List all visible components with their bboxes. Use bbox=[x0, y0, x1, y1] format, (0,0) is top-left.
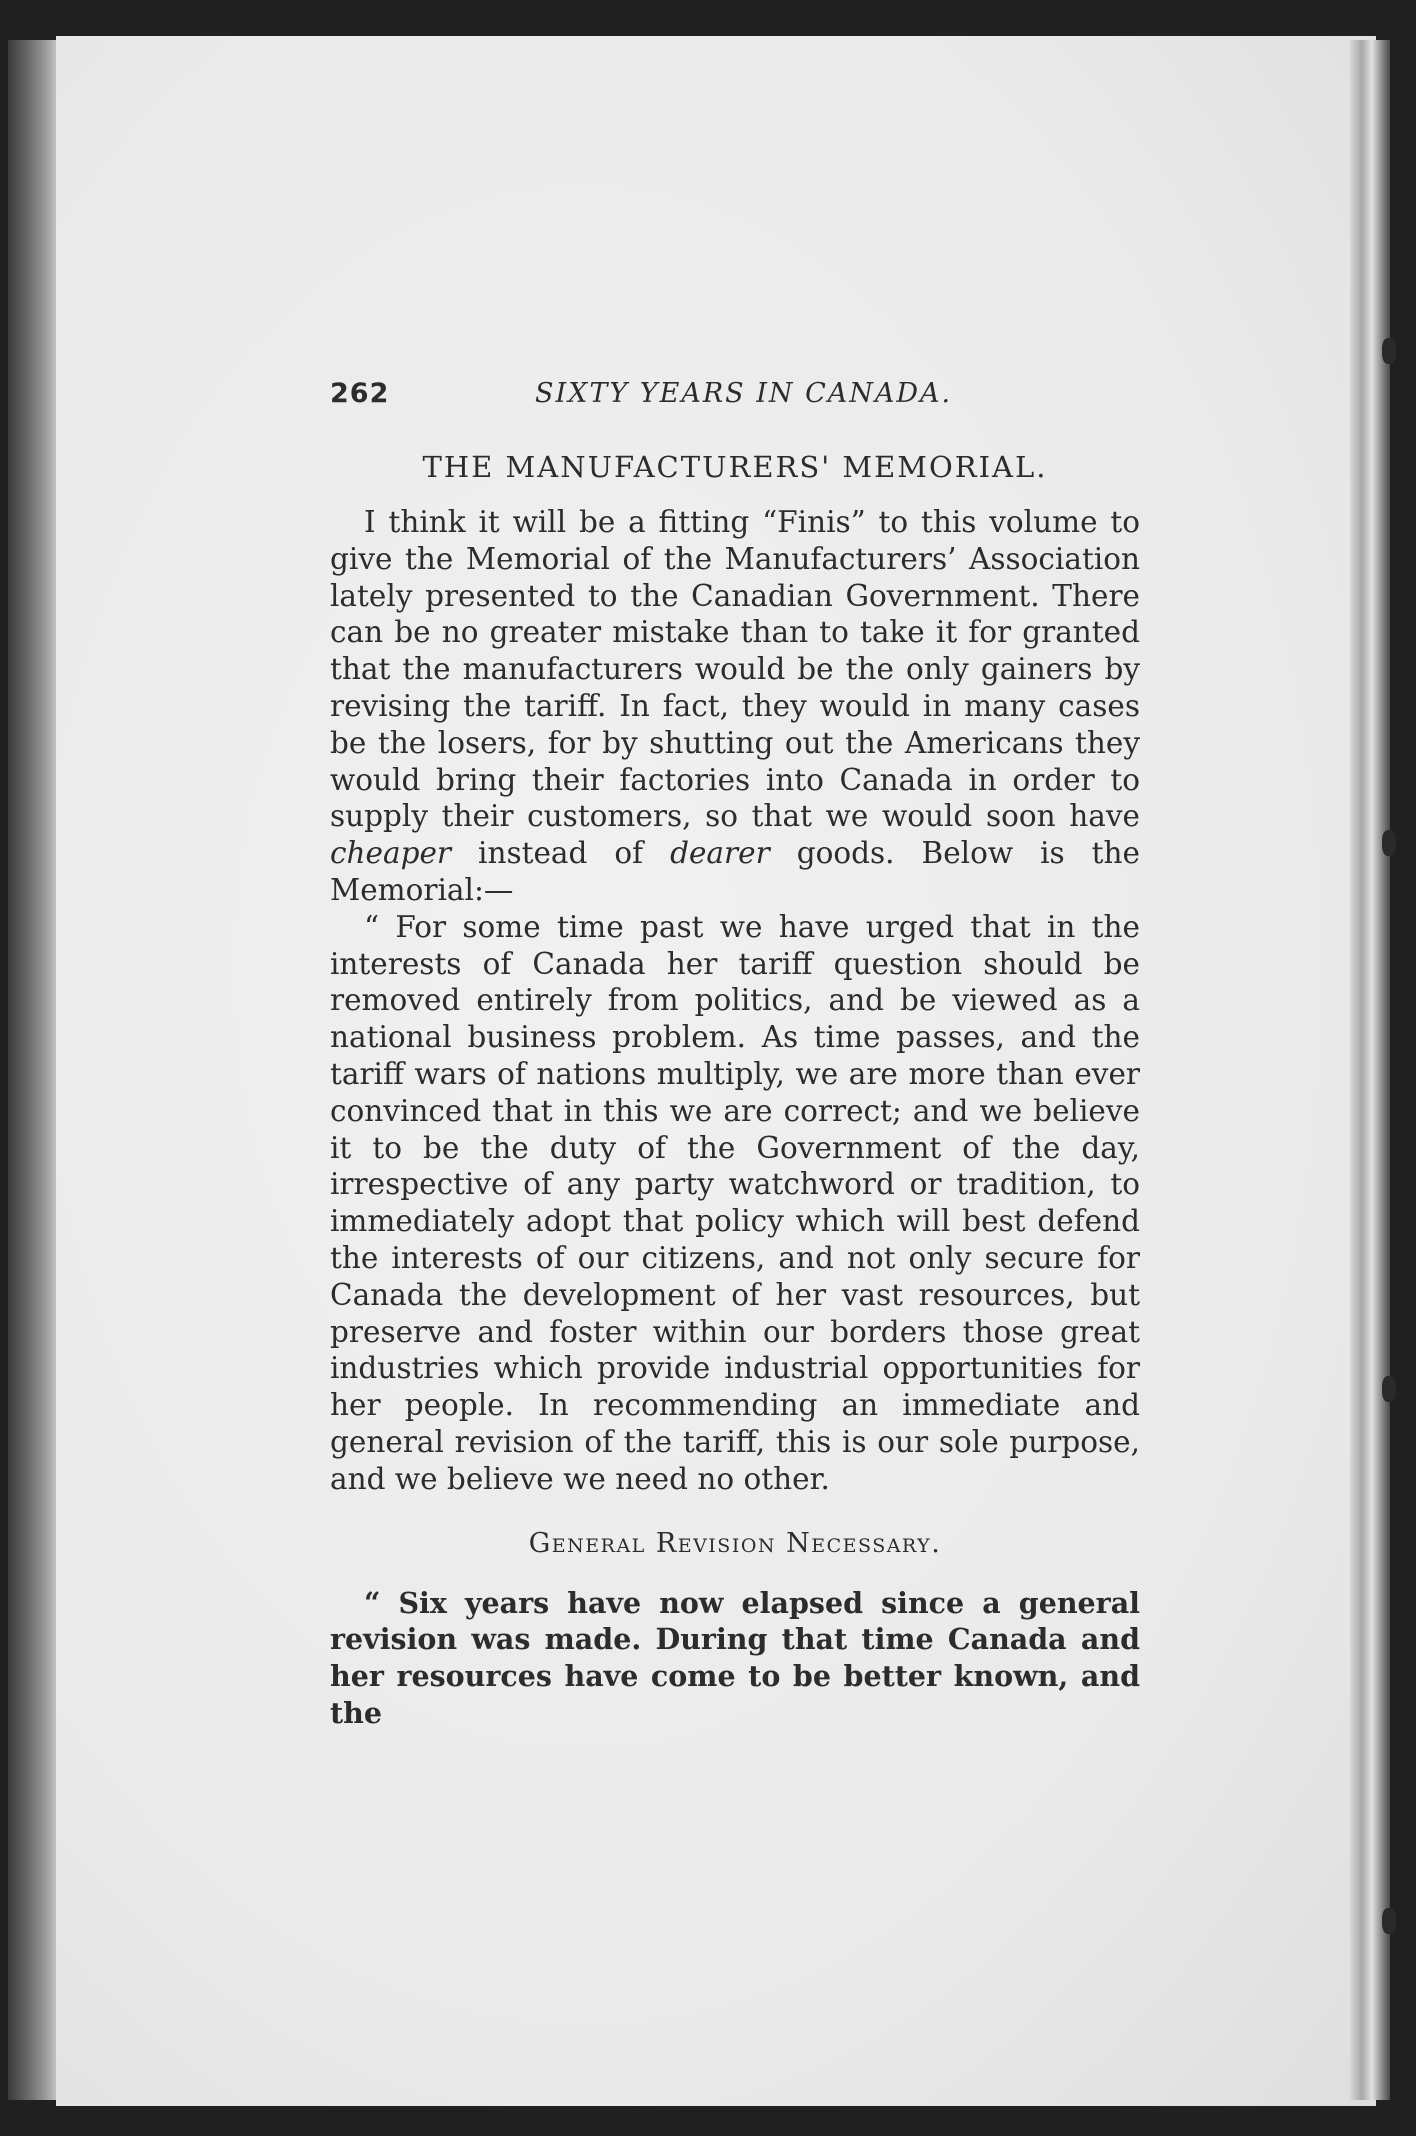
book-spine-edge bbox=[8, 40, 58, 2100]
binding-stitch bbox=[1382, 830, 1396, 856]
running-head bbox=[330, 378, 1140, 424]
paragraph-memorial-quote: “ For some time past we have urged that in the interests of Canada her tariff question should be removed entirely from politics, and be viewed as a national business problem. As time passes, and the tariff wars of nations multiply, we are more than ever convinced that in this we are correct; and we believe it to be the duty of the Government of the day, irrespective of any party watchword or tradition, to immediately adopt that policy which will best defend the interests of our citizens, and not only secure for Canada the development of her vast resources, but preserve and foster within our borders those great industries which provide industrial opportunities for her people. In recommending an immediate and general revision of the tariff, this is our sole purpose, and we believe we need no other. bbox=[330, 909, 1140, 1496]
section-title: THE MANUFACTURERS' MEMORIAL. bbox=[422, 450, 1048, 484]
paragraph-text: instead of bbox=[451, 836, 671, 871]
emphasis-word: cheaper bbox=[330, 836, 452, 871]
paragraph-general-revision: “ Six years have now elapsed since a general revision was made. During that time Canada and her resources have come to be better known, and the bbox=[330, 1585, 1140, 1730]
subheading: General Revision Necessary. bbox=[528, 1527, 942, 1559]
paragraph-text: I think it will be a fitting “Finis” to this volume to give the Memorial of the Manufacturers’ Association lately presented to the Canadian Government. There can be no greater mistake than to take it for granted that the manufacturers would be the only gainers by revising the tariff. In fact, they would in many cases be the losers, for by shutting out the Americans they would bring their factories into Canada in order to supply their customers, so that we would soon have bbox=[330, 505, 1140, 834]
paragraph-text: goods. Below is the Memorial:— bbox=[330, 836, 1140, 907]
page-text-block bbox=[330, 378, 1140, 1732]
binding-stitch bbox=[1382, 1908, 1396, 1934]
binding-stitch bbox=[1382, 338, 1396, 364]
running-title: SIXTY YEARS IN CANADA. bbox=[535, 378, 953, 409]
paragraph-intro bbox=[330, 504, 1140, 909]
emphasis-word: dearer bbox=[670, 836, 770, 871]
binding-stitch bbox=[1382, 1376, 1396, 1402]
page-number: 262 bbox=[330, 378, 390, 409]
